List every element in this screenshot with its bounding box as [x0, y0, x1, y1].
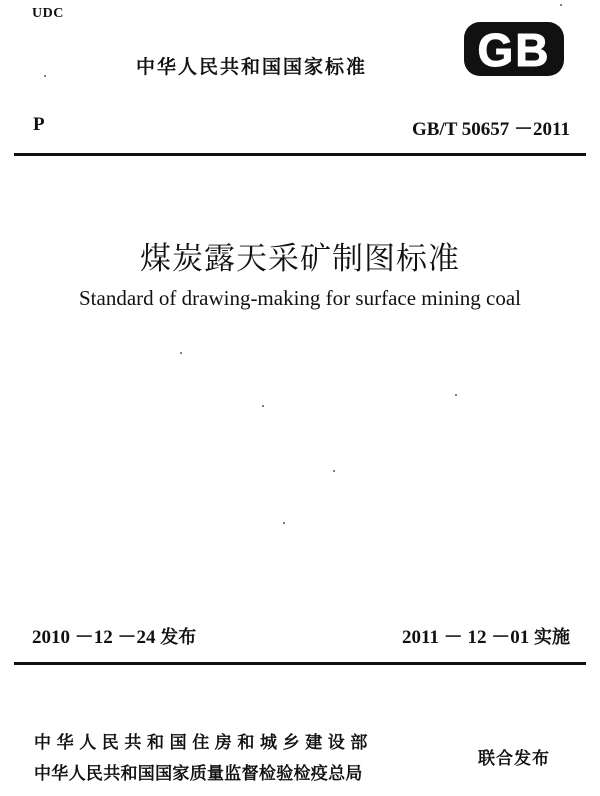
scan-speck — [560, 4, 562, 6]
scan-speck — [180, 352, 182, 354]
scan-speck — [455, 394, 457, 396]
joint-issue-label: 联合发布 — [478, 749, 550, 769]
publisher-aqsiq: 中华人民共和国国家质量监督检验检疫总局 — [34, 764, 363, 784]
standard-number: GB/T 50657 －2011 — [411, 119, 570, 140]
scan-speck — [262, 405, 264, 407]
implementation-label: 实施 — [534, 627, 570, 648]
title-english: Standard of drawing-making for surface mining coal — [78, 286, 522, 310]
issue-label: 发布 — [160, 627, 197, 648]
udc-label: UDC — [32, 6, 64, 21]
top-divider — [14, 153, 586, 156]
gb-logo-text: GB — [477, 24, 551, 76]
implementation-date-line — [402, 622, 570, 649]
issue-date-line — [32, 622, 196, 649]
classification-code: P — [33, 114, 45, 135]
national-standard-heading: 中华人民共和国国家标准 — [136, 56, 368, 78]
scan-speck — [333, 470, 335, 472]
issue-date: 2010 －12 －24 — [32, 627, 161, 648]
implementation-date: 2011 － 12 －01 — [402, 627, 534, 648]
scan-speck — [283, 522, 285, 524]
title-chinese: 煤炭露天采矿制图标准 — [140, 241, 460, 277]
gb-logo — [462, 20, 566, 78]
publisher-ministry-housing: 中华人民共和国住房和城乡建设部 — [34, 733, 373, 753]
scan-speck — [44, 75, 46, 77]
bottom-divider — [14, 662, 586, 665]
